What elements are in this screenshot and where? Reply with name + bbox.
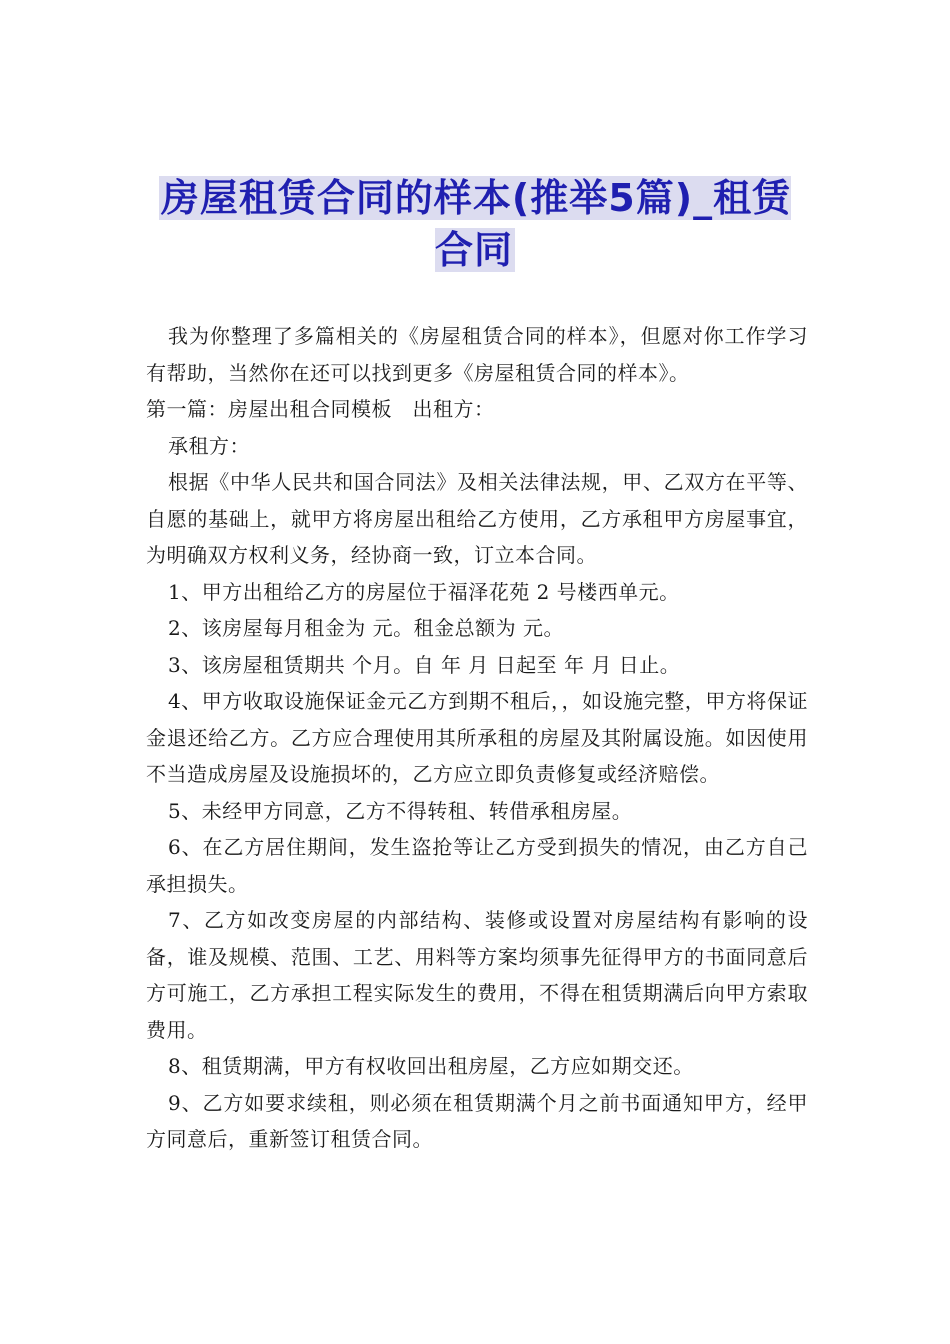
paragraph-clause-9: 9、乙方如要求续租，则必须在租赁期满个月之前书面通知甲方，经甲方同意后，重新签订租赁合同。 bbox=[146, 1090, 808, 1151]
paragraph-preamble: 根据《中华人民共和国合同法》及相关法律法规，甲、乙双方在平等、自愿的基础上，就甲方将房屋出租给乙方使用，乙方承租甲方房屋事宜，为明确双方权利义务，经协商一致，订立本合同。 bbox=[146, 470, 808, 567]
paragraph-intro: 我为你整理了多篇相关的《房屋租赁合同的样本》，但愿对你工作学习有帮助，当然你在还可以找到更多《房屋租赁合同的样本》。 bbox=[146, 324, 808, 385]
paragraph-clause-3: 3、该房屋租赁期共 个月。自 年 月 日起至 年 月 日止。 bbox=[168, 652, 681, 677]
paragraph-clause-4: 4、甲方收取设施保证金元乙方到期不租后，，如设施完整，甲方将保证金退还给乙方。乙方应合理使用其所承租的房屋及其附属设施。如因使用不当造成房屋及设施损坏的，乙方应立即负责修复或经济赔偿。 bbox=[146, 689, 808, 786]
paragraph-clause-5: 5、未经甲方同意，乙方不得转租、转借承租房屋。 bbox=[168, 798, 633, 823]
paragraph-clause-2: 2、该房屋每月租金为 元。租金总额为 元。 bbox=[168, 616, 564, 640]
paragraph-clause-6: 6、在乙方居住期间，发生盗抢等让乙方受到损失的情况，由乙方自己承担损失。 bbox=[146, 835, 808, 896]
paragraph-section-heading: 第一篇：房屋出租合同模板 出租方： bbox=[146, 397, 495, 421]
paragraph-clause-1: 1、甲方出租给乙方的房屋位于福泽花苑 2 号楼西单元。 bbox=[168, 579, 680, 604]
paragraph-clause-8: 8、租赁期满，甲方有权收回出租房屋，乙方应如期交还。 bbox=[168, 1054, 694, 1078]
document-title-text: 房屋租赁合同的样本(推举5篇)_租赁合同 bbox=[160, 176, 792, 272]
document-title bbox=[140, 172, 810, 276]
paragraph-lessee: 承租方： bbox=[168, 433, 250, 458]
paragraph-clause-7: 7、乙方如改变房屋的内部结构、装修或设置对房屋结构有影响的设备，谁及规模、范围、工艺、用料等方案均须事先征得甲方的书面同意后方可施工，乙方承担工程实际发生的费用，不得在租赁期满后向甲方索取费用。 bbox=[146, 908, 808, 1042]
document-body bbox=[146, 318, 808, 1158]
